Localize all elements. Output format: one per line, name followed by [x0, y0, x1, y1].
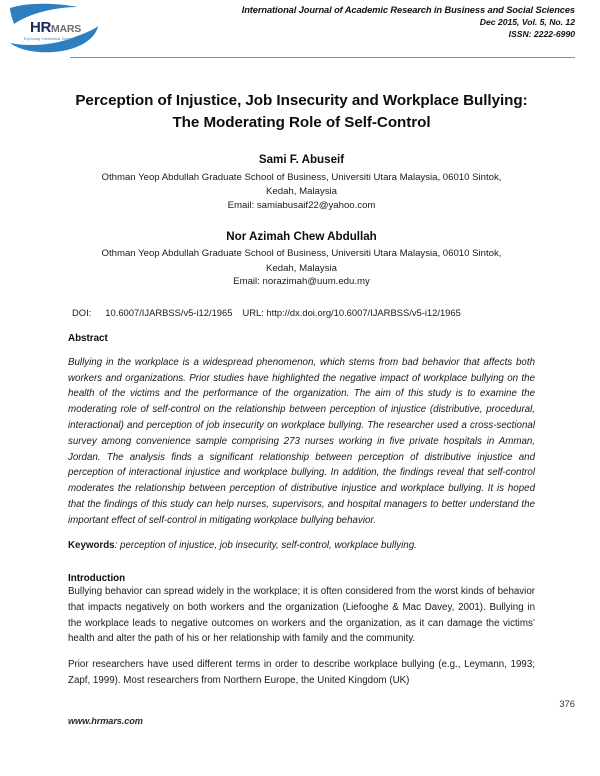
footer-site-url: www.hrmars.com [68, 716, 143, 726]
author-email: Email: samiabusaif22@yahoo.com [227, 199, 376, 211]
keywords-label: Keywords [68, 540, 115, 552]
header-divider [70, 57, 575, 58]
journal-issue: Dec 2015, Vol. 5, No. 12 [479, 16, 575, 27]
page-number: 376 [559, 698, 575, 709]
author-block-1 [68, 151, 535, 212]
author-name: Sami F. Abuseif [258, 153, 345, 167]
journal-issn: ISSN: 2222-6990 [508, 28, 575, 39]
logo-hr-text: HR [30, 19, 52, 36]
doi-label: DOI: [72, 306, 92, 318]
author-affiliation-line1: Othman Yeop Abdullah Graduate School of Business, Universiti Utara Malaysia, 06010 Sintok, [101, 171, 502, 183]
logo-mars-text: MARS [51, 23, 82, 35]
hrmars-logo-graphic [8, 2, 104, 58]
author-affiliation-line2: Kedah, Malaysia [266, 186, 337, 198]
keywords-separator: : [114, 540, 121, 552]
introduction-heading: Introduction [68, 573, 126, 585]
journal-masthead-text [155, 4, 575, 41]
author-email: Email: norazimah@uum.edu.my [233, 276, 370, 288]
url-value[interactable]: http://dx.doi.org/10.6007/IJARBSS/v5-i12/1965 [266, 306, 461, 318]
author-name: Nor Azimah Chew Abdullah [226, 229, 377, 243]
keywords-value: perception of injustice, job insecurity, self-control, workplace bullying. [120, 540, 417, 552]
logo-tagline-text: Exploring Intellectual Capital [24, 37, 74, 41]
introduction-paragraph-1: Bullying behavior can spread widely in the workplace; it is often considered from the worst kinds of behavior that impacts negatively on both workers and the organization (Liefooghe & Mac Davey, 2001). Bullying in the workplace leads to negative outcomes on workers and the organization, as it can damage the victims’ health and alter the path of his or her relationship with family and the community. [68, 586, 535, 645]
keywords-line [68, 538, 535, 554]
url-label: URL: [242, 306, 264, 318]
author-affiliation-line1: Othman Yeop Abdullah Graduate School of Business, Universiti Utara Malaysia, 06010 Sintok, [101, 248, 502, 260]
journal-title: International Journal of Academic Research in Business and Social Sciences [241, 5, 575, 15]
page-header [0, 0, 600, 62]
abstract-body: Bullying in the workplace is a widespread phenomenon, which stems from bad behavior that affects both workers and organizations. Prior studies have highlighted the negative impact of workplace bullying on the health of the victims and the performance of the organization. The aim of this study is to examine the moderating role of self-control on the relationship between perception of injustice (distributive, procedural, interactional) and perception of job insecurity on workplace bullying. The researcher used a cross-sectional survey among convenience sample comprising 273 nurses working in five private hospitals in Amman, Jordan. The analysis finds a significant relationship between perception of distributive injustice and perception of interactional injustice and workplace bullying. In addition, the findings reveal that self-control moderates the relationship between perception of distributive injustice and workplace bullying. It is hoped that the findings of this study can help nurses, supervisors, and hospital managers to better understand the important effect of self-control in mitigating workplace bullying behavior. [68, 356, 535, 526]
doi-url-line [68, 307, 535, 318]
doi-value: 10.6007/IJARBSS/v5-i12/1965 [105, 306, 233, 318]
hrmars-logo [8, 2, 104, 58]
article-content [68, 78, 535, 698]
page-title: Perception of Injustice, Job Insecurity and Workplace Bullying: The Moderating Role of Self-Control [75, 92, 528, 131]
abstract-heading: Abstract [68, 332, 108, 344]
author-affiliation-line2: Kedah, Malaysia [266, 262, 337, 274]
author-block-2 [68, 228, 535, 289]
introduction-paragraph-2: Prior researchers have used different terms in order to describe workplace bullying (e.g., Leymann, 1993; Zapf, 1999). Most researchers from Northern Europe, the United Kingdom (UK) [68, 658, 535, 686]
